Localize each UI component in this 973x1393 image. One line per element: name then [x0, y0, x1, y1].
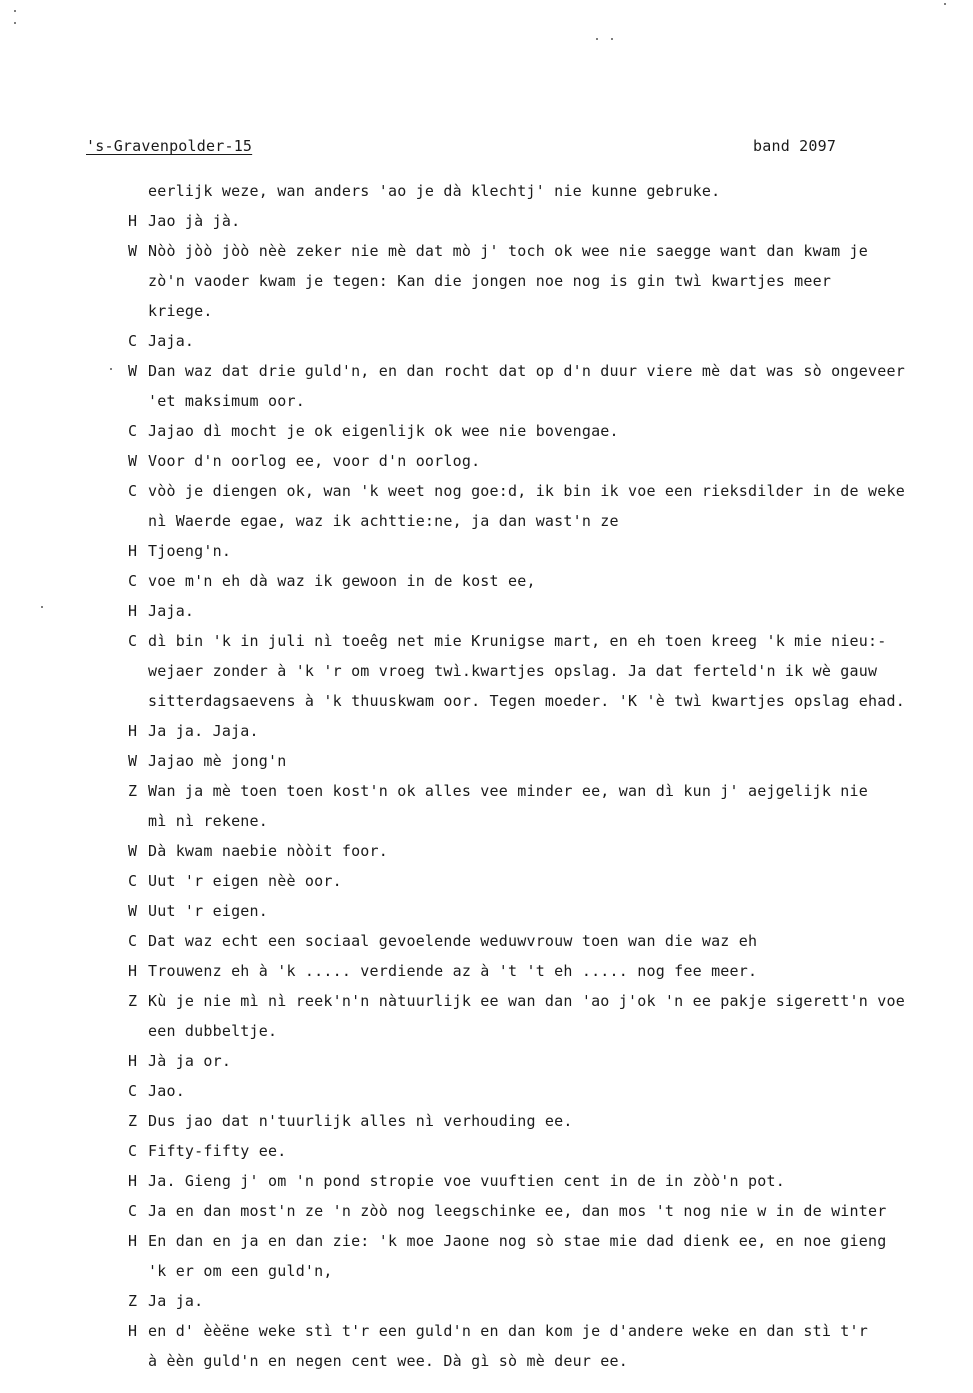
- transcript-line: [0, 896, 973, 926]
- transcript-line: [0, 1196, 973, 1226]
- transcript-line: [0, 866, 973, 896]
- transcript-line: [0, 716, 973, 746]
- transcript-line: [0, 236, 973, 266]
- transcript-line: [0, 446, 973, 476]
- line-text: Voor d'n oorlog ee, voor d'n oorlog.: [148, 452, 481, 470]
- transcript-line: [0, 1286, 973, 1316]
- line-text: Uut 'r eigen.: [148, 902, 268, 920]
- tape-number: band 2097: [753, 137, 837, 155]
- transcript-line: [0, 536, 973, 566]
- transcript-line: [0, 206, 973, 236]
- line-text: Tjoeng'n.: [148, 542, 232, 560]
- margin-speck: [14, 10, 16, 12]
- transcript-line: [0, 926, 973, 956]
- speaker-label: W: [128, 452, 138, 470]
- speaker-label: W: [128, 842, 138, 860]
- document-title: 's-Gravenpolder-15: [86, 137, 253, 155]
- transcript-line: [0, 1106, 973, 1136]
- speaker-label: C: [128, 1202, 138, 1220]
- transcript-line: [0, 986, 973, 1016]
- line-text: Jajao mè jong'n: [148, 752, 287, 770]
- speaker-label: H: [128, 212, 138, 230]
- speaker-label: H: [128, 1232, 138, 1250]
- speaker-label: C: [128, 332, 138, 350]
- line-text: vòò je diengen ok, wan 'k weet nog goe:d, ik bin ik voe een rieksdilder in de weke: [148, 482, 905, 500]
- transcript-line: [0, 176, 973, 206]
- transcript-line: [0, 656, 973, 686]
- line-text: voe m'n eh dà waz ik gewoon in de kost ee,: [148, 572, 536, 590]
- transcript-line: [0, 356, 973, 386]
- line-text: mì nì rekene.: [148, 812, 268, 830]
- transcript-line: [0, 1346, 973, 1376]
- transcript-line: [0, 836, 973, 866]
- transcript-line: [0, 806, 973, 836]
- line-text: Fifty-fifty ee.: [148, 1142, 287, 1160]
- line-text: eerlijk weze, wan anders 'ao je dà klechtj' nie kunne gebruke.: [148, 182, 721, 200]
- speaker-label: C: [128, 932, 138, 950]
- line-text: Trouwenz eh à 'k ..... verdiende az à 't 't eh ..... nog fee meer.: [148, 962, 758, 980]
- line-text: Dan waz dat drie guld'n, en dan rocht dat op d'n duur viere mè dat was sò ongeveer: [148, 362, 905, 380]
- line-text: Jà ja or.: [148, 1052, 232, 1070]
- line-text: Jaja.: [148, 602, 195, 620]
- speaker-label: W: [128, 362, 138, 380]
- transcript-line: [0, 626, 973, 656]
- speaker-label: C: [128, 1082, 138, 1100]
- speaker-label: C: [128, 872, 138, 890]
- margin-speck: [596, 38, 598, 40]
- speaker-label: Z: [128, 1112, 138, 1130]
- line-text: 'k er om een guld'n,: [148, 1262, 333, 1280]
- line-text: en d' èèëne weke stì t'r een guld'n en dan kom je d'andere weke en dan stì t'r: [148, 1322, 868, 1340]
- transcript-line: [0, 1136, 973, 1166]
- line-text: Jajao dì mocht je ok eigenlijk ok wee nie bovengae.: [148, 422, 619, 440]
- transcript-line: [0, 506, 973, 536]
- speaker-label: Z: [128, 1292, 138, 1310]
- speaker-label: H: [128, 1322, 138, 1340]
- line-text: nì Waerde egae, waz ik achttie:ne, ja dan wast'n ze: [148, 512, 619, 530]
- transcript-line: [0, 296, 973, 326]
- transcript-line: [0, 596, 973, 626]
- line-text: Jao jà jà.: [148, 212, 241, 230]
- line-text: wejaer zonder à 'k 'r om vroeg twì.kwartjes opslag. Ja dat ferteld'n ik wè gauw: [148, 662, 878, 680]
- line-text: kriege.: [148, 302, 213, 320]
- transcript-line: [0, 326, 973, 356]
- speaker-label: H: [128, 542, 138, 560]
- speaker-label: W: [128, 242, 138, 260]
- speaker-label: C: [128, 1142, 138, 1160]
- transcript-line: [0, 746, 973, 776]
- speaker-label: H: [128, 722, 138, 740]
- margin-speck: [14, 22, 16, 24]
- speaker-label: W: [128, 752, 138, 770]
- speaker-label: H: [128, 962, 138, 980]
- transcript-line: [0, 386, 973, 416]
- line-text: Jaja.: [148, 332, 195, 350]
- transcript-line: [0, 956, 973, 986]
- speaker-label: Z: [128, 992, 138, 1010]
- speaker-label: C: [128, 422, 138, 440]
- transcript-line: [0, 476, 973, 506]
- line-text: Dat waz echt een sociaal gevoelende weduwvrouw toen wan die waz eh: [148, 932, 758, 950]
- line-text: Ja en dan most'n ze 'n zòò nog leegschinke ee, dan mos 't nog nie w in de winter: [148, 1202, 887, 1220]
- transcript-line: [0, 1316, 973, 1346]
- line-text: Kù je nie mì nì reek'n'n nàtuurlijk ee wan dan 'ao j'ok 'n ee pakje sigerett'n voe: [148, 992, 905, 1010]
- line-text: Ja ja. Jaja.: [148, 722, 259, 740]
- transcript: [0, 176, 973, 1376]
- line-text: Uut 'r eigen nèè oor.: [148, 872, 342, 890]
- margin-speck: [944, 3, 946, 5]
- line-text: Ja ja.: [148, 1292, 204, 1310]
- speaker-label: W: [128, 902, 138, 920]
- line-text: Jao.: [148, 1082, 185, 1100]
- line-text: 'et maksimum oor.: [148, 392, 305, 410]
- speaker-label: C: [128, 632, 138, 650]
- line-text: Ja. Gieng j' om 'n pond stropie voe vuuftien cent in de in zòò'n pot.: [148, 1172, 785, 1190]
- transcript-line: [0, 1226, 973, 1256]
- transcript-line: [0, 266, 973, 296]
- speaker-label: H: [128, 1052, 138, 1070]
- line-text: Nòò jòò jòò nèè zeker nie mè dat mò j' toch ok wee nie saegge want dan kwam je: [148, 242, 868, 260]
- line-text: à èèn guld'n en negen cent wee. Dà gì sò mè deur ee.: [148, 1352, 628, 1370]
- line-text: dì bin 'k in juli nì toeêg net mie Krunigse mart, en eh toen kreeg 'k mie nieu:-: [148, 632, 887, 650]
- transcript-line: [0, 416, 973, 446]
- line-text: Dus jao dat n'tuurlijk alles nì verhouding ee.: [148, 1112, 573, 1130]
- transcript-line: [0, 566, 973, 596]
- line-text: Wan ja mè toen toen kost'n ok alles vee minder ee, wan dì kun j' aejgelijk nie: [148, 782, 868, 800]
- transcript-line: [0, 1076, 973, 1106]
- transcript-line: [0, 776, 973, 806]
- transcript-line: [0, 1166, 973, 1196]
- speaker-label: Z: [128, 782, 138, 800]
- line-text: een dubbeltje.: [148, 1022, 278, 1040]
- transcript-line: [0, 1046, 973, 1076]
- speaker-label: H: [128, 1172, 138, 1190]
- line-text: zò'n vaoder kwam je tegen: Kan die jongen noe nog is gin twì kwartjes meer: [148, 272, 832, 290]
- transcript-line: [0, 1256, 973, 1286]
- speaker-label: C: [128, 482, 138, 500]
- line-text: En dan en ja en dan zie: 'k moe Jaone nog sò stae mie dad dienk ee, en noe gieng: [148, 1232, 887, 1250]
- transcript-line: [0, 1016, 973, 1046]
- transcript-line: [0, 686, 973, 716]
- line-text: sitterdagsaevens à 'k thuuskwam oor. Tegen moeder. 'K 'è twì kwartjes opslag ehad.: [148, 692, 905, 710]
- margin-speck: [611, 38, 613, 40]
- speaker-label: C: [128, 572, 138, 590]
- speaker-label: H: [128, 602, 138, 620]
- line-text: Dà kwam naebie nòòit foor.: [148, 842, 388, 860]
